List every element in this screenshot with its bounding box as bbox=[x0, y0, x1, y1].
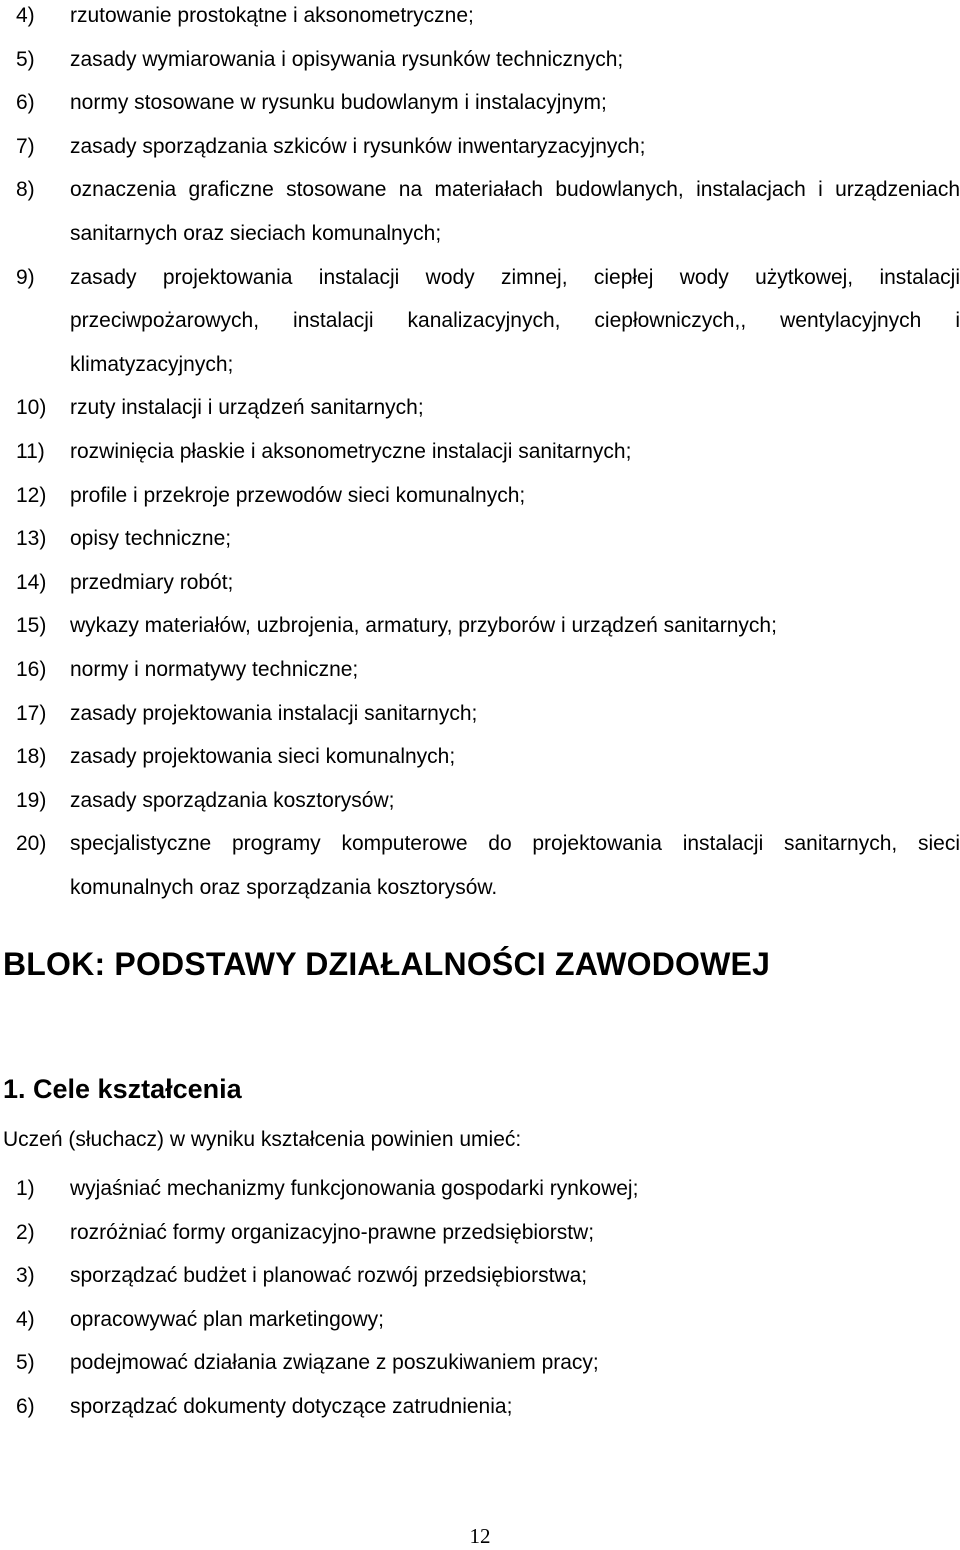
item-text: rozwinięcia płaskie i aksonometryczne instalacji sanitarnych; bbox=[70, 439, 632, 463]
item-text: wyjaśniać mechanizmy funkcjonowania gospodarki rynkowej; bbox=[70, 1177, 639, 1200]
list-item bbox=[16, 474, 960, 518]
item-number: 5) bbox=[16, 1351, 35, 1375]
item-number: 6) bbox=[16, 1394, 35, 1418]
list-item bbox=[16, 735, 960, 779]
item-number: 16) bbox=[16, 657, 47, 681]
item-text: normy stosowane w rysunku budowlanym i instalacyjnym; bbox=[70, 91, 607, 115]
item-text: rozróżniać formy organizacyjno-prawne przedsiębiorstw; bbox=[70, 1220, 595, 1244]
list-item bbox=[16, 430, 960, 474]
item-text: rzuty instalacji i urządzeń sanitarnych; bbox=[70, 396, 424, 420]
item-text: zasady wymiarowania i opisywania rysunków technicznych; bbox=[70, 47, 624, 71]
list-item bbox=[16, 692, 960, 736]
item-number: 20) bbox=[16, 832, 47, 856]
item-number: 3) bbox=[16, 1264, 35, 1288]
list-item bbox=[16, 1254, 960, 1298]
item-text: normy i normatywy techniczne; bbox=[70, 657, 359, 681]
item-text: sporządzać dokumenty dotyczące zatrudnienia; bbox=[70, 1394, 513, 1418]
item-number: 2) bbox=[16, 1220, 35, 1244]
list-item bbox=[16, 0, 960, 38]
list-item bbox=[16, 168, 960, 255]
item-number: 5) bbox=[16, 47, 35, 71]
item-number: 9) bbox=[16, 265, 35, 289]
item-text: podejmować działania związane z poszukiwaniem pracy; bbox=[70, 1351, 599, 1375]
list-item bbox=[16, 38, 960, 82]
item-number: 1) bbox=[16, 1177, 35, 1200]
item-number: 12) bbox=[16, 483, 47, 507]
item-text: opracowywać plan marketingowy; bbox=[70, 1307, 384, 1331]
item-number: 8) bbox=[16, 178, 35, 202]
item-number: 4) bbox=[16, 4, 35, 27]
item-text: zasady sporządzania szkiców i rysunków inwentaryzacyjnych; bbox=[70, 134, 646, 158]
item-number: 4) bbox=[16, 1307, 35, 1331]
list-item bbox=[16, 1341, 960, 1385]
item-number: 13) bbox=[16, 527, 47, 551]
item-text: zasady projektowania sieci komunalnych; bbox=[70, 745, 456, 769]
list-item bbox=[16, 81, 960, 125]
list-item bbox=[16, 561, 960, 605]
item-number: 10) bbox=[16, 396, 47, 420]
item-number: 18) bbox=[16, 745, 47, 769]
list-item bbox=[16, 1167, 960, 1211]
list-item bbox=[16, 1298, 960, 1342]
item-text: zasady projektowania instalacji wody zimnej, ciepłej wody użytkowej, instalacji przeciwpożarowych, instalacji kanalizacyjnych, ciepłowniczych,, wentylacyjnych i klimatyzacyjnych; bbox=[70, 265, 960, 376]
list-item bbox=[16, 779, 960, 823]
list-item bbox=[16, 256, 960, 387]
list-item bbox=[16, 125, 960, 169]
page-number: 12 bbox=[469, 1524, 491, 1548]
item-number: 11) bbox=[16, 439, 45, 463]
list-item bbox=[16, 1385, 960, 1429]
list-item bbox=[16, 1211, 960, 1255]
item-number: 17) bbox=[16, 701, 47, 725]
item-number: 19) bbox=[16, 788, 47, 812]
list-item bbox=[16, 822, 960, 909]
list-item bbox=[16, 604, 960, 648]
item-text: rzutowanie prostokątne i aksonometryczne; bbox=[70, 4, 474, 27]
list-item bbox=[16, 648, 960, 692]
intro-text: Uczeń (słuchacz) w wyniku kształcenia powinien umieć: bbox=[3, 1128, 522, 1151]
topic-list bbox=[16, 0, 960, 909]
item-text: sporządzać budżet i planować rozwój przedsiębiorstwa; bbox=[70, 1264, 588, 1288]
item-text: oznaczenia graficzne stosowane na materiałach budowlanych, instalacjach i urządzeniach sanitarnych oraz sieciach komunalnych; bbox=[70, 178, 960, 245]
item-text: wykazy materiałów, uzbrojenia, armatury, przyborów i urządzeń sanitarnych; bbox=[70, 614, 777, 638]
item-number: 14) bbox=[16, 570, 47, 594]
item-number: 7) bbox=[16, 134, 35, 158]
item-text: przedmiary robót; bbox=[70, 570, 234, 594]
item-number: 6) bbox=[16, 91, 35, 115]
section-heading: 1. Cele kształcenia bbox=[3, 1074, 242, 1104]
item-text: zasady sporządzania kosztorysów; bbox=[70, 788, 395, 812]
list-item bbox=[16, 386, 960, 430]
item-text: profile i przekroje przewodów sieci komunalnych; bbox=[70, 483, 526, 507]
goals-list bbox=[16, 1167, 960, 1429]
block-heading: BLOK: PODSTAWY DZIAŁALNOŚCI ZAWODOWEJ bbox=[3, 946, 771, 982]
item-text: opisy techniczne; bbox=[70, 527, 232, 551]
list-item bbox=[16, 517, 960, 561]
item-number: 15) bbox=[16, 614, 47, 638]
item-text: specjalistyczne programy komputerowe do projektowania instalacji sanitarnych, sieci komunalnych oraz sporządzania kosztorysów. bbox=[70, 832, 960, 899]
item-text: zasady projektowania instalacji sanitarnych; bbox=[70, 701, 478, 725]
